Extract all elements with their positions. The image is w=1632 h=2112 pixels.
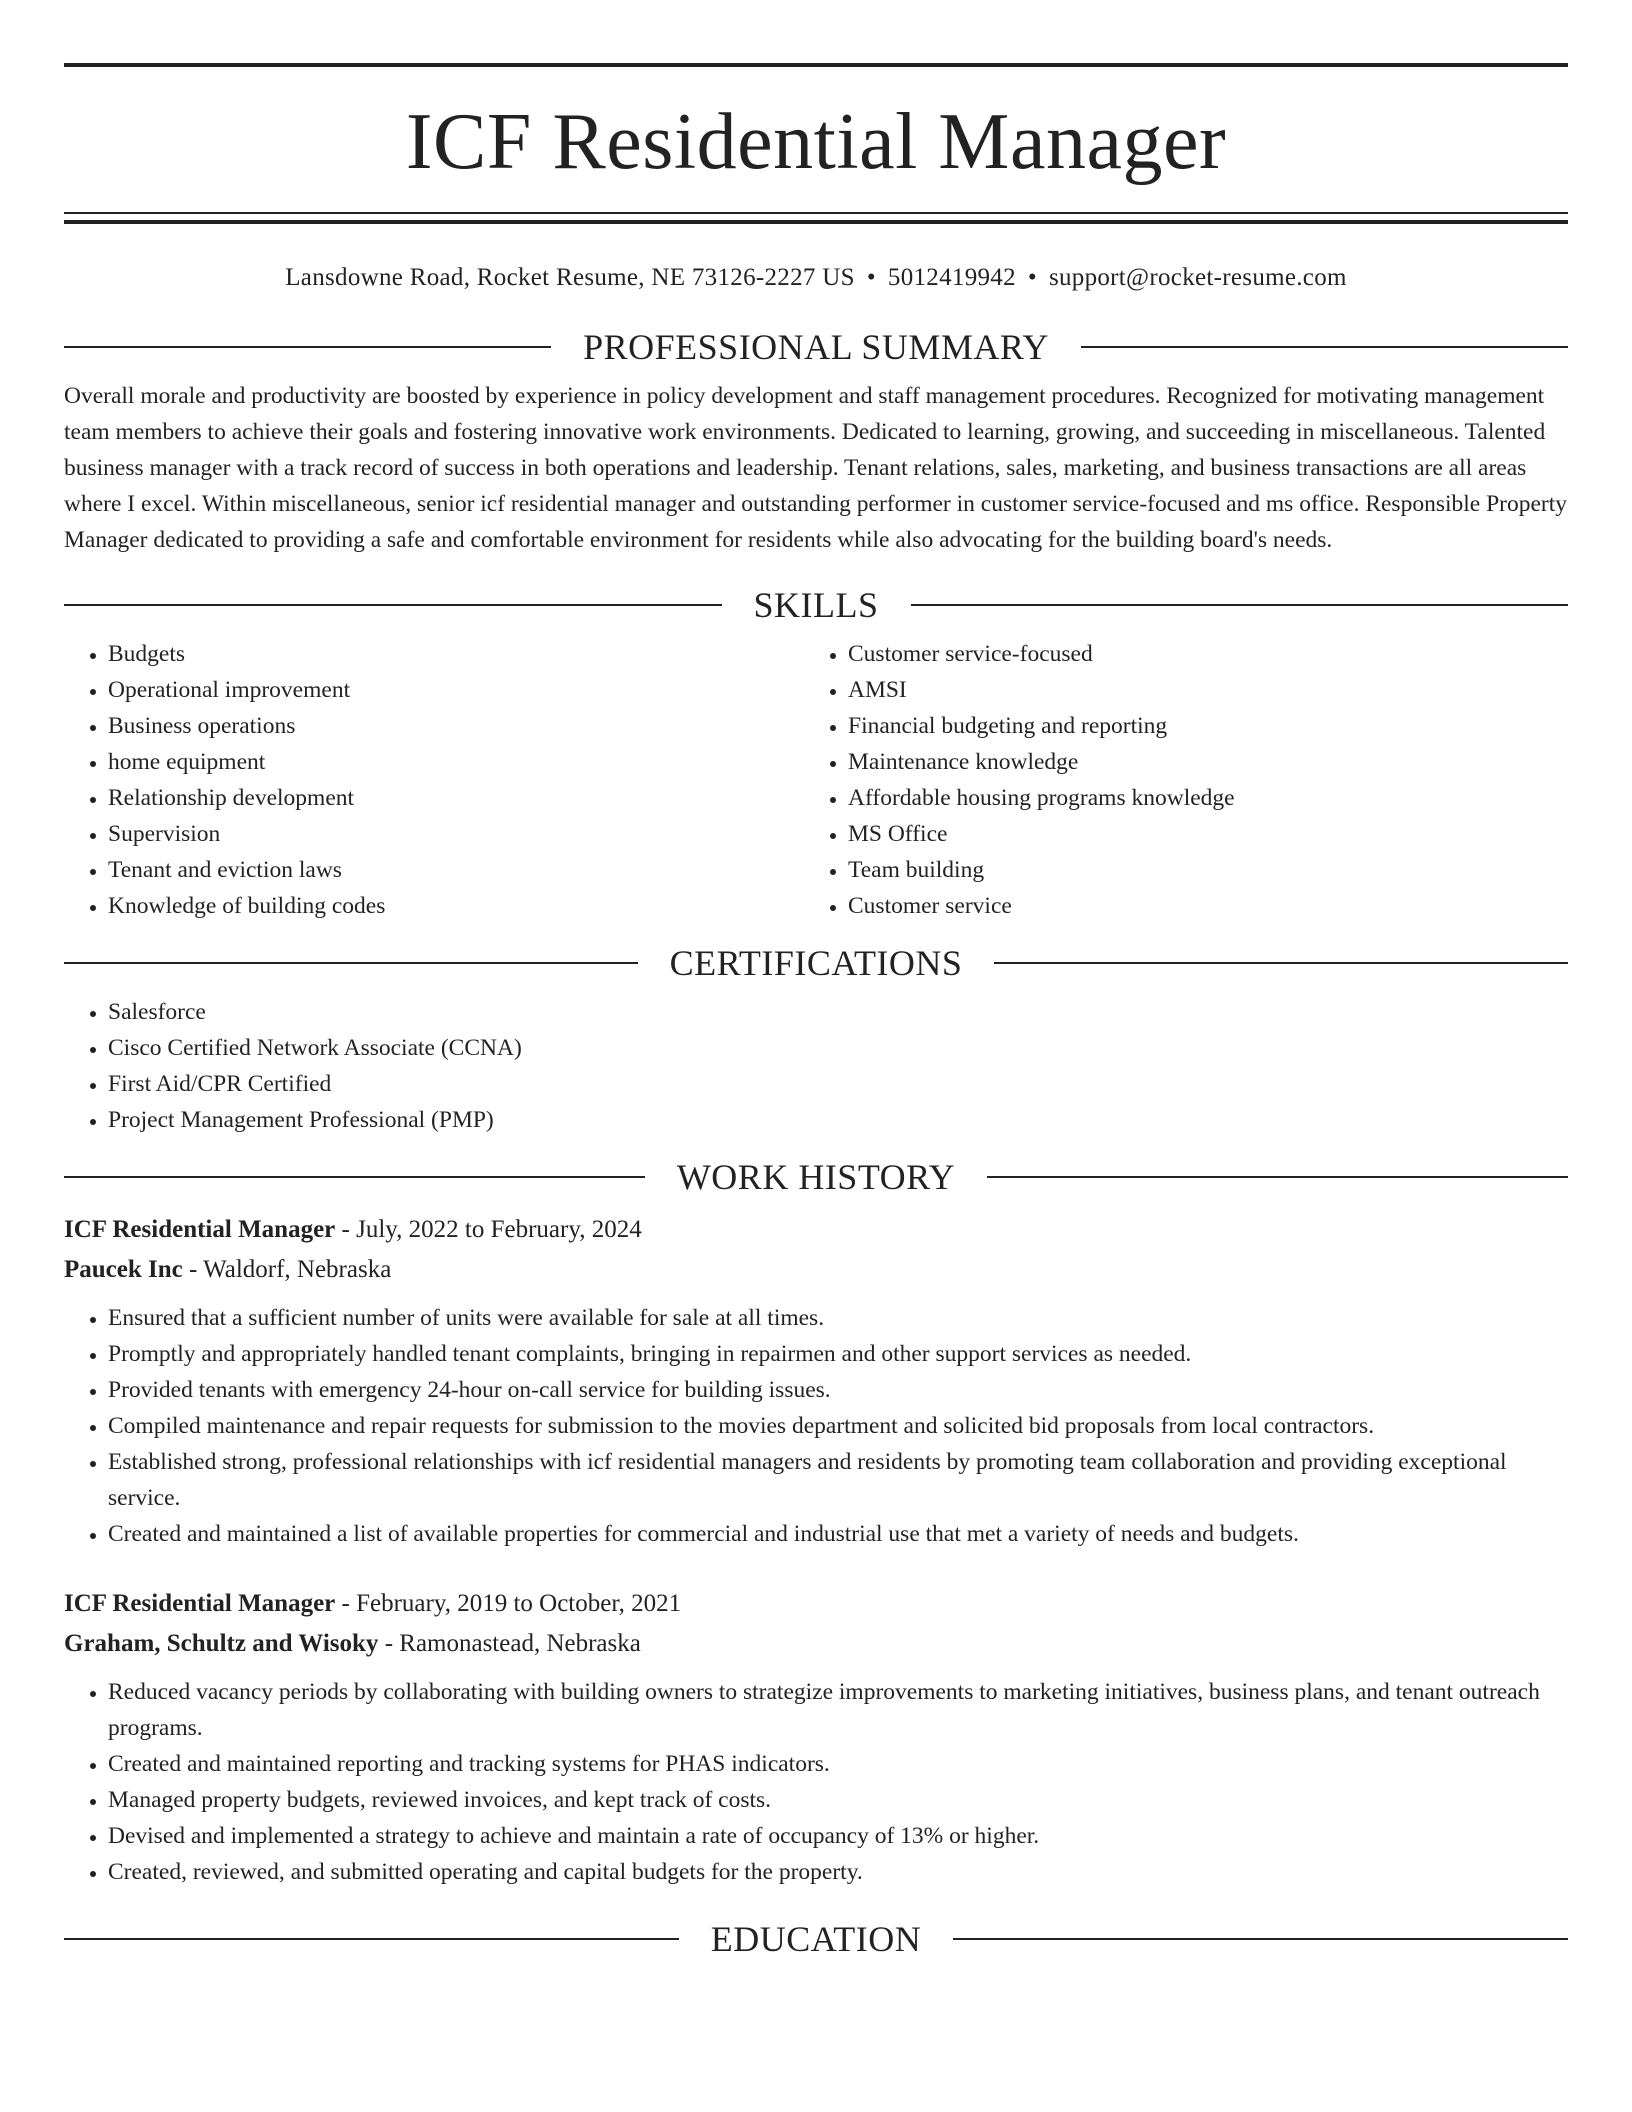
job-dates: - July, 2022 to February, 2024 <box>335 1215 642 1243</box>
skill-item: • Affordable housing programs knowledge <box>848 780 1568 816</box>
job-bullet: • Provided tenants with emergency 24-hour on-call service for building issues. <box>108 1372 1568 1408</box>
summary-text: Overall morale and productivity are boosted by experience in policy development and staff management procedures. Recognized for motivating management team members to achieve their goals and fostering innovative work environments. Dedicated to learning, growing, and succeeding in miscellaneous. Talented business manager with a track record of success in both operations and leadership. Tenant relations, sales, marketing, and business transactions are all areas where I excel. Within miscellaneous, senior icf residential manager and outstanding performer in customer service-focused and ms office. Responsible Property Manager dedicated to providing a safe and comfortable environment for residents while also advocating for the building board's needs. <box>64 383 1568 553</box>
contact-email: support@rocket-resume.com <box>1048 264 1347 291</box>
job-bullets <box>64 1300 1568 1552</box>
work-history-list <box>64 1210 1568 1890</box>
skill-item: • Relationship development <box>108 780 816 816</box>
skills-columns <box>64 636 1568 924</box>
heading-rule-left <box>64 604 722 606</box>
skills-right-list <box>816 636 1568 924</box>
skill-item: • Business operations <box>108 708 816 744</box>
job-bullet: • Created and maintained reporting and tracking systems for PHAS indicators. <box>108 1746 1568 1782</box>
resume-page <box>64 0 1568 1962</box>
job-bullet: • Compiled maintenance and repair requests for submission to the movies department and solicited bid proposals from local contractors. <box>108 1408 1568 1444</box>
name-rule-upper <box>64 212 1568 214</box>
heading-rule-right <box>911 604 1569 606</box>
heading-rule-right <box>994 962 1568 964</box>
heading-rule-right <box>953 1938 1568 1940</box>
job-company-line <box>64 1250 1568 1290</box>
job-bullets <box>64 1674 1568 1890</box>
job-bullet: • Promptly and appropriately handled tenant complaints, bringing in repairmen and other support services as needed. <box>108 1336 1568 1372</box>
job-company: Graham, Schultz and Wisoky <box>64 1629 379 1657</box>
skills-heading <box>64 582 1568 628</box>
skill-item: • Knowledge of building codes <box>108 888 816 924</box>
skills-left-column <box>64 636 816 924</box>
work-heading <box>64 1154 1568 1200</box>
contact-line <box>64 260 1568 296</box>
contact-separator: • <box>1027 264 1037 291</box>
contact-phone: 5012419942 <box>887 264 1016 291</box>
certifications-list <box>64 994 1568 1138</box>
skill-item: • Financial budgeting and reporting <box>848 708 1568 744</box>
job-dates: - February, 2019 to October, 2021 <box>335 1589 682 1617</box>
skill-item: • Supervision <box>108 816 816 852</box>
job-company: Paucek Inc <box>64 1255 183 1283</box>
job-bullet: • Reduced vacancy periods by collaborating with building owners to strategize improvements to marketing initiatives, business plans, and tenant outreach programs. <box>108 1674 1568 1746</box>
job-entry <box>64 1210 1568 1552</box>
heading-rule-right <box>987 1176 1568 1178</box>
job-bullet: • Established strong, professional relationships with icf residential managers and residents by promoting team collaboration and providing exceptional service. <box>108 1444 1568 1516</box>
job-bullet: • Managed property budgets, reviewed invoices, and kept track of costs. <box>108 1782 1568 1818</box>
job-location: - Ramonastead, Nebraska <box>378 1629 641 1657</box>
job-bullet: • Created and maintained a list of available properties for commercial and industrial use that met a variety of needs and budgets. <box>108 1516 1568 1552</box>
certification-item: • Project Management Professional (PMP) <box>108 1102 1568 1138</box>
work-heading-text: WORK HISTORY <box>676 1156 956 1197</box>
name-rule-lower <box>64 220 1568 224</box>
heading-rule-left <box>64 346 551 348</box>
skill-item: • MS Office <box>848 816 1568 852</box>
skill-item: • Customer service-focused <box>848 636 1568 672</box>
contact-separator: • <box>866 264 876 291</box>
skills-heading-text: SKILLS <box>753 584 879 625</box>
heading-rule-left <box>64 1176 645 1178</box>
education-heading-text: EDUCATION <box>710 1918 922 1959</box>
heading-rule-left <box>64 962 638 964</box>
skills-right-column <box>816 636 1568 924</box>
certifications-heading <box>64 940 1568 986</box>
job-company-line <box>64 1624 1568 1664</box>
job-location: - Waldorf, Nebraska <box>182 1255 392 1283</box>
skill-item: • Operational improvement <box>108 672 816 708</box>
certification-item: • Salesforce <box>108 994 1568 1030</box>
job-title: ICF Residential Manager <box>64 1589 336 1617</box>
heading-rule-right <box>1081 346 1568 348</box>
education-heading <box>64 1916 1568 1962</box>
skill-item: • Team building <box>848 852 1568 888</box>
skill-item: • Maintenance knowledge <box>848 744 1568 780</box>
certification-item: • Cisco Certified Network Associate (CCNA) <box>108 1030 1568 1066</box>
skill-item: • Customer service <box>848 888 1568 924</box>
job-bullet: • Ensured that a sufficient number of units were available for sale at all times. <box>108 1300 1568 1336</box>
certifications-heading-text: CERTIFICATIONS <box>669 942 963 983</box>
skill-item: • AMSI <box>848 672 1568 708</box>
skill-item: • Budgets <box>108 636 816 672</box>
skill-item: • home equipment <box>108 744 816 780</box>
job-entry <box>64 1584 1568 1890</box>
skills-left-list <box>64 636 816 924</box>
skill-item: • Tenant and eviction laws <box>108 852 816 888</box>
resume-name: ICF Residential Manager <box>405 98 1227 186</box>
summary-heading <box>64 324 1568 370</box>
certification-item: • First Aid/CPR Certified <box>108 1066 1568 1102</box>
job-bullet: • Devised and implemented a strategy to achieve and maintain a rate of occupancy of 13% or higher. <box>108 1818 1568 1854</box>
job-title-line <box>64 1210 1568 1250</box>
job-bullet: • Created, reviewed, and submitted operating and capital budgets for the property. <box>108 1854 1568 1890</box>
summary-heading-text: PROFESSIONAL SUMMARY <box>583 327 1049 367</box>
top-rule <box>64 63 1568 67</box>
job-title-line <box>64 1584 1568 1624</box>
job-title: ICF Residential Manager <box>64 1215 336 1243</box>
contact-address: Lansdowne Road, Rocket Resume, NE 73126-2227 US <box>285 264 855 291</box>
heading-rule-left <box>64 1938 679 1940</box>
